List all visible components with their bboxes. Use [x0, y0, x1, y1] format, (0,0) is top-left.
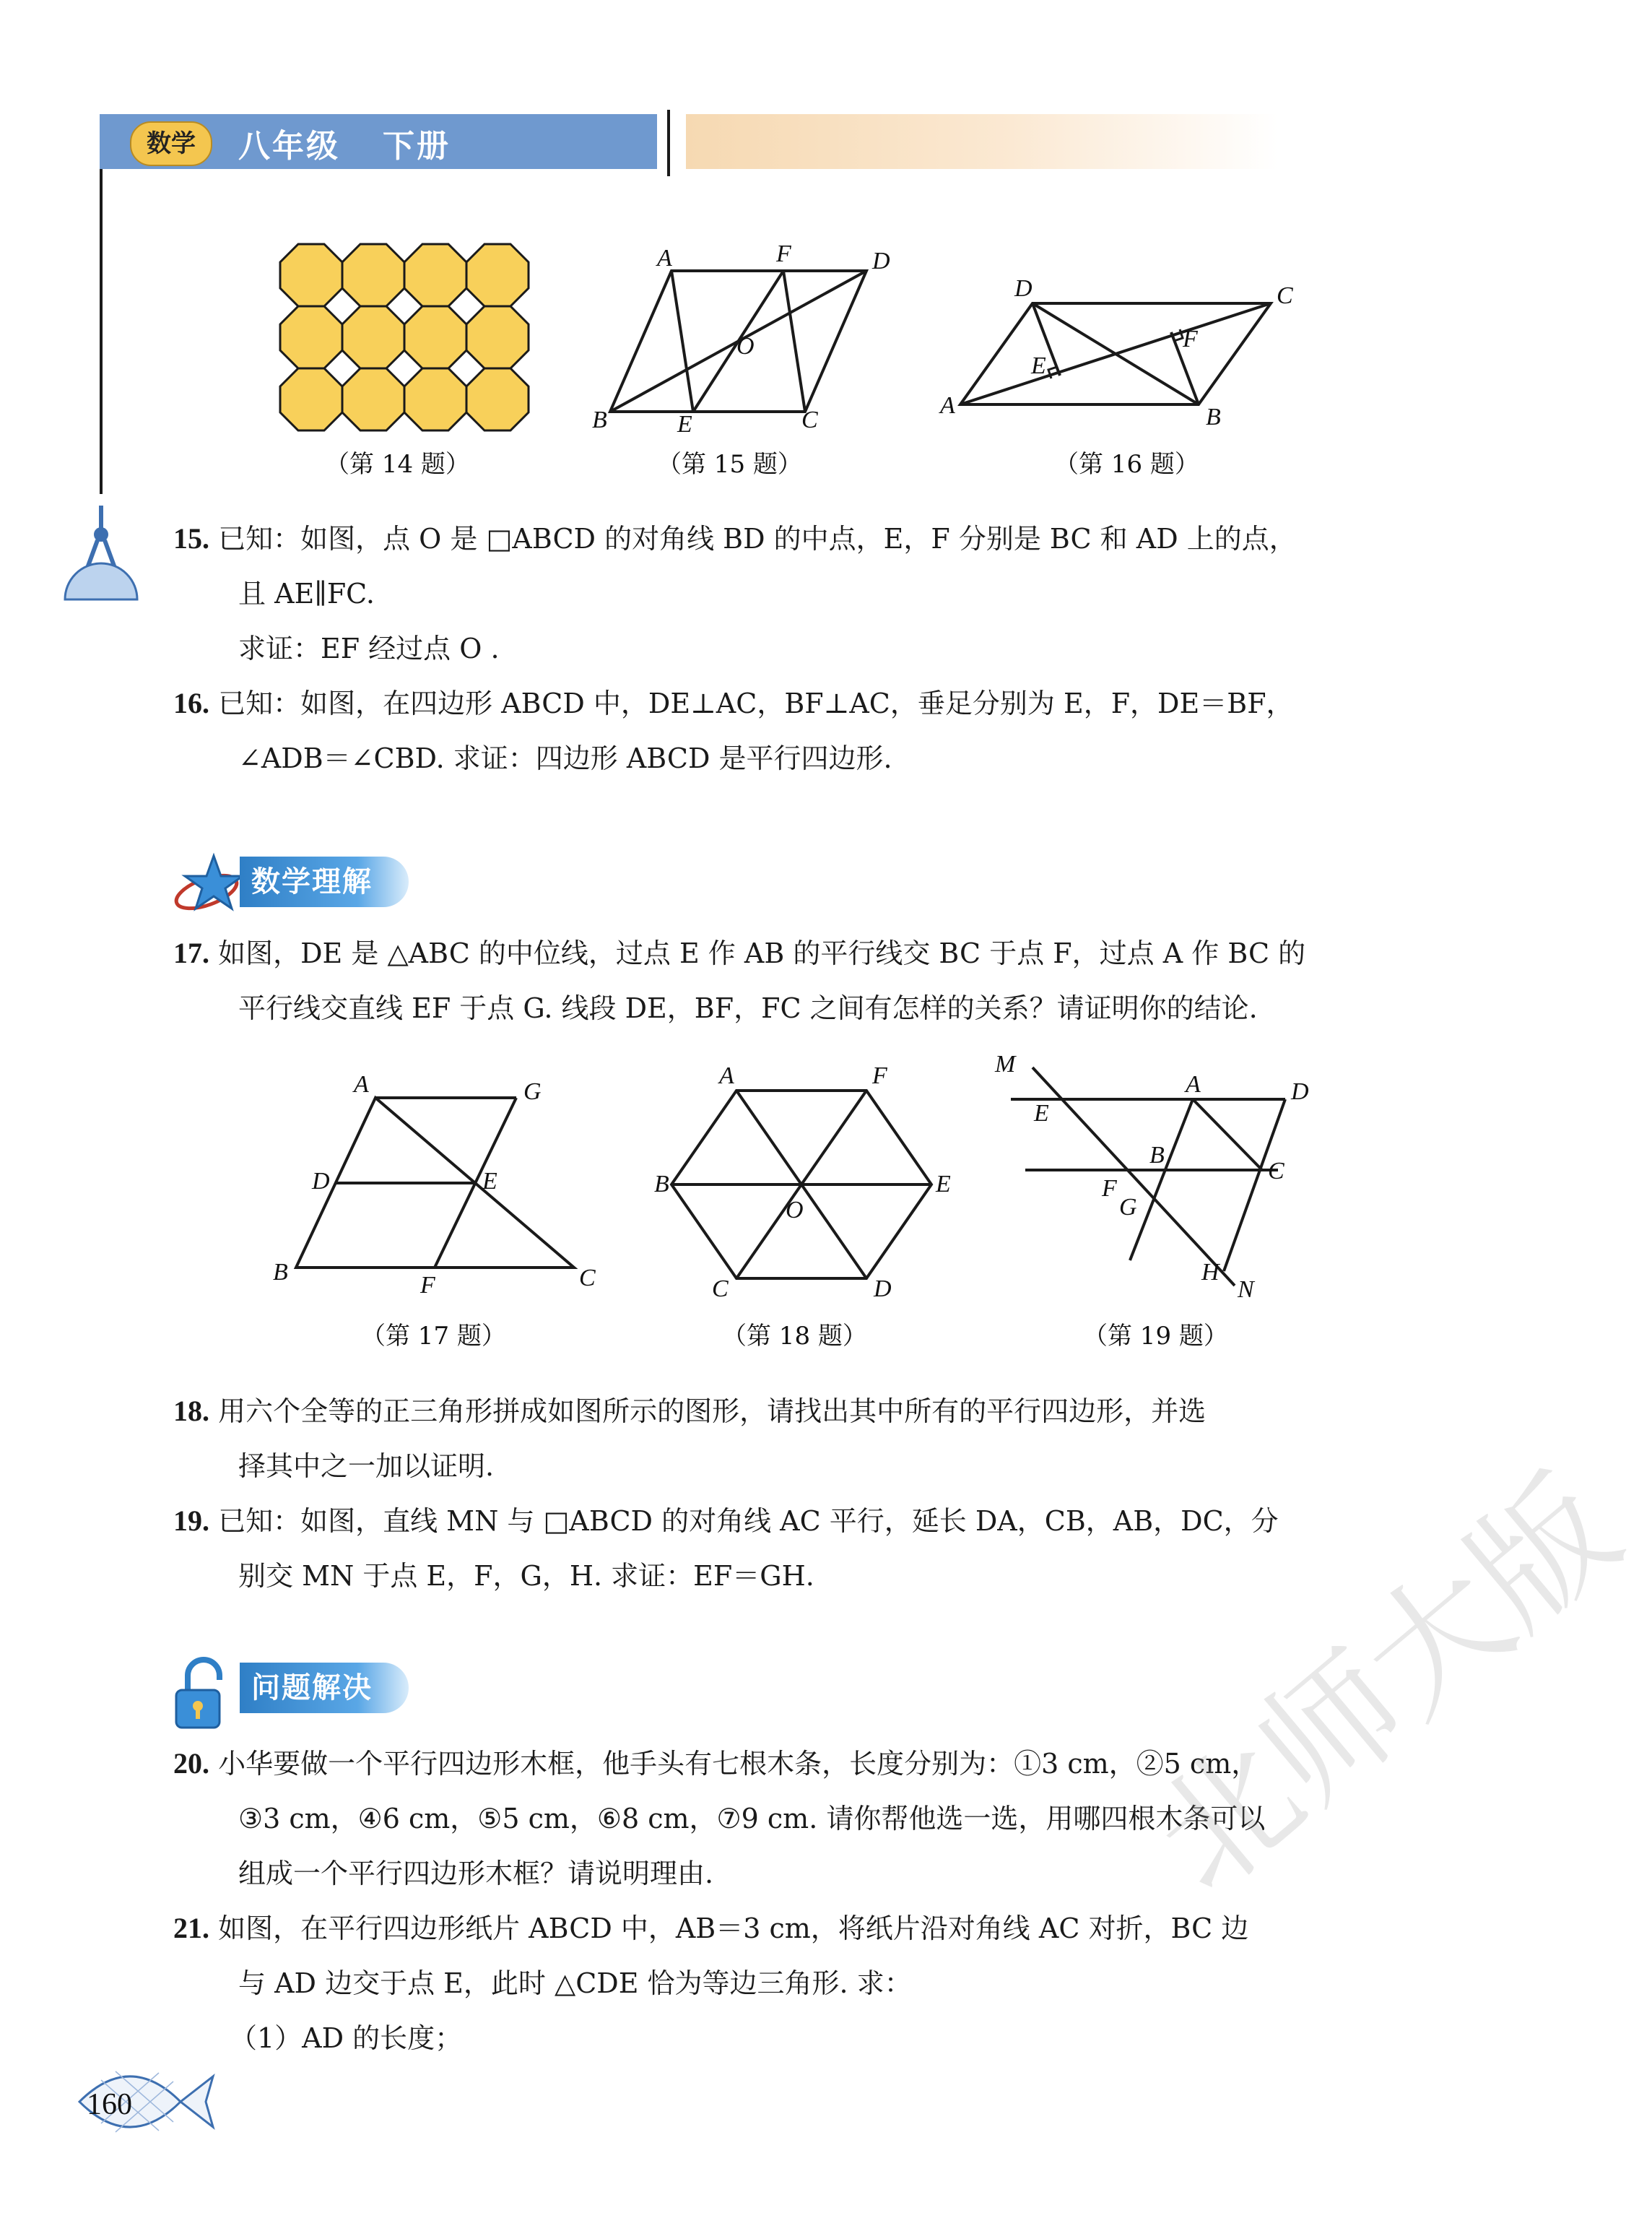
- label-b: B: [1149, 1142, 1165, 1169]
- caption-15: （第 15 题）: [657, 450, 802, 479]
- octagon-tile: [404, 368, 466, 430]
- page-number: 160: [87, 2088, 132, 2121]
- header-band: [686, 114, 1278, 169]
- problem-21-line-2: 与 AD 边交于点 E，此时 △CDE 恰为等边三角形. 求：: [238, 1967, 912, 1999]
- subject-badge: 数学: [130, 121, 212, 166]
- problem-21-line-3: （1）AD 的长度；: [230, 2022, 463, 2054]
- caption-19: （第 19 题）: [1083, 1322, 1228, 1351]
- octagon-tile: [280, 244, 342, 306]
- problem-21-line-1: 21. 如图，在平行四边形纸片 ABCD 中，AB＝3 cm，将纸片沿对角线 AC 对折，BC 边: [173, 1912, 1249, 1944]
- padlock-icon: [170, 1654, 243, 1733]
- problem-18-line-1: 18. 用六个全等的正三角形拼成如图所示的图形，请找出其中所有的平行四边形，并选: [173, 1395, 1207, 1427]
- label-d: D: [874, 1275, 892, 1302]
- label-e: E: [677, 411, 692, 438]
- label-c: C: [579, 1265, 596, 1291]
- grade-label: 八年级: [238, 128, 340, 165]
- label-a: A: [940, 392, 955, 419]
- octagon-tile: [342, 244, 404, 306]
- line-dc-extended: [1224, 1099, 1285, 1271]
- label-f: F: [420, 1272, 435, 1299]
- octagon-tile: [280, 368, 342, 430]
- label-e: E: [936, 1171, 951, 1197]
- problem-15-line-2: 且 AE∥FC.: [238, 578, 375, 610]
- label-a: A: [657, 245, 672, 272]
- label-a: A: [719, 1062, 734, 1089]
- label-f: F: [872, 1062, 887, 1089]
- label-b: B: [654, 1171, 669, 1197]
- label-b: B: [1206, 404, 1221, 430]
- label-e: E: [1031, 352, 1046, 379]
- figure-18: [654, 1062, 951, 1302]
- problem-16-line-1: 16. 已知：如图，在四边形 ABCD 中，DE⊥AC，BF⊥AC，垂足分别为 E，F，DE＝BF，: [173, 687, 1294, 719]
- octagon-tile: [342, 306, 404, 368]
- compass-icon: [58, 498, 144, 607]
- label-b: B: [592, 407, 607, 433]
- problem-20-line-3: 组成一个平行四边形木框？请说明理由.: [238, 1858, 714, 1889]
- problem-20-line-1: 20. 小华要做一个平行四边形木框，他手头有七根木条，长度分别为：①3 cm，②5 cm，: [173, 1747, 1259, 1780]
- label-f: F: [1102, 1175, 1117, 1202]
- label-f: F: [1183, 326, 1198, 352]
- header-divider: [667, 110, 670, 176]
- segment-ae: [671, 271, 693, 412]
- label-n: N: [1238, 1276, 1254, 1303]
- figure-17: [260, 1069, 607, 1300]
- octagon-tile: [280, 306, 342, 368]
- problem-20-line-2: ③3 cm，④6 cm，⑤5 cm，⑥8 cm，⑦9 cm. 请你帮他选一选，用哪四根木条可以: [238, 1803, 1266, 1834]
- star-orbit-icon: [170, 852, 250, 917]
- label-b: B: [273, 1259, 288, 1286]
- figure-16: [931, 267, 1321, 441]
- problem-17-line-1: 17. 如图，DE 是 △ABC 的中位线，过点 E 作 AB 的平行线交 BC 于点 F，过点 A 作 BC 的: [173, 937, 1306, 969]
- caption-16: （第 16 题）: [1054, 450, 1199, 479]
- label-d: D: [872, 248, 890, 274]
- figure-15: [592, 238, 895, 441]
- octagon-tile: [466, 306, 529, 368]
- octagon-tile: [466, 244, 529, 306]
- label-d: D: [312, 1168, 330, 1195]
- diagonal-bd: [1032, 303, 1199, 404]
- section-understanding: 数学理解: [240, 857, 409, 907]
- problem-16-line-2: ∠ADB＝∠CBD. 求证：四边形 ABCD 是平行四边形.: [238, 742, 892, 774]
- label-g: G: [523, 1078, 542, 1105]
- margin-line: [100, 169, 103, 494]
- problem-15-line-1: 15. 已知：如图，点 O 是 □ABCD 的对角线 BD 的中点，E，F 分别是 BC 和 AD 上的点，: [173, 522, 1297, 555]
- diagonal-ac: [1193, 1099, 1262, 1170]
- label-o: O: [736, 333, 755, 360]
- problem-17-line-2: 平行线交直线 EF 于点 G. 线段 DE，BF，FC 之间有怎样的关系？请证明你的结论.: [238, 992, 1258, 1024]
- figure-19: [989, 1051, 1336, 1307]
- figure-14: [274, 238, 534, 441]
- problem-18-line-2: 择其中之一加以证明.: [238, 1450, 495, 1482]
- problem-19-line-2: 别交 MN 于点 E，F，G，H. 求证：EF＝GH.: [238, 1560, 814, 1592]
- label-o: O: [786, 1197, 804, 1223]
- section-problem-solving: 问题解决: [240, 1663, 409, 1713]
- label-c: C: [801, 407, 818, 433]
- line-ab-extended: [1130, 1099, 1193, 1260]
- caption-14: （第 14 题）: [325, 450, 470, 479]
- label-a: A: [354, 1071, 369, 1098]
- label-c: C: [1277, 282, 1293, 309]
- label-e: E: [482, 1168, 497, 1195]
- octagon-tiling: [280, 244, 529, 430]
- caption-17: （第 17 题）: [361, 1322, 506, 1351]
- label-d: D: [1291, 1078, 1309, 1105]
- segment-fc: [783, 271, 805, 412]
- label-c: C: [712, 1275, 729, 1302]
- label-e: E: [1034, 1100, 1049, 1127]
- label-d: D: [1014, 275, 1032, 302]
- label-h: H: [1201, 1259, 1220, 1286]
- problem-15-line-3: 求证：EF 经过点 O .: [238, 633, 500, 664]
- label-a: A: [1186, 1071, 1201, 1098]
- volume-label: 下册: [383, 128, 451, 165]
- problem-19-line-1: 19. 已知：如图，直线 MN 与 □ABCD 的对角线 AC 平行，延长 DA，CB，AB，DC，分: [173, 1504, 1279, 1537]
- label-c: C: [1268, 1158, 1284, 1184]
- caption-18: （第 18 题）: [722, 1322, 867, 1351]
- publisher-watermark: 北师大版: [1123, 1447, 1648, 1923]
- octagon-tile: [404, 306, 466, 368]
- label-m: M: [995, 1051, 1016, 1078]
- octagon-tile: [466, 368, 529, 430]
- label-f: F: [776, 241, 791, 267]
- octagon-tile: [342, 368, 404, 430]
- label-g: G: [1119, 1194, 1137, 1221]
- octagon-tile: [404, 244, 466, 306]
